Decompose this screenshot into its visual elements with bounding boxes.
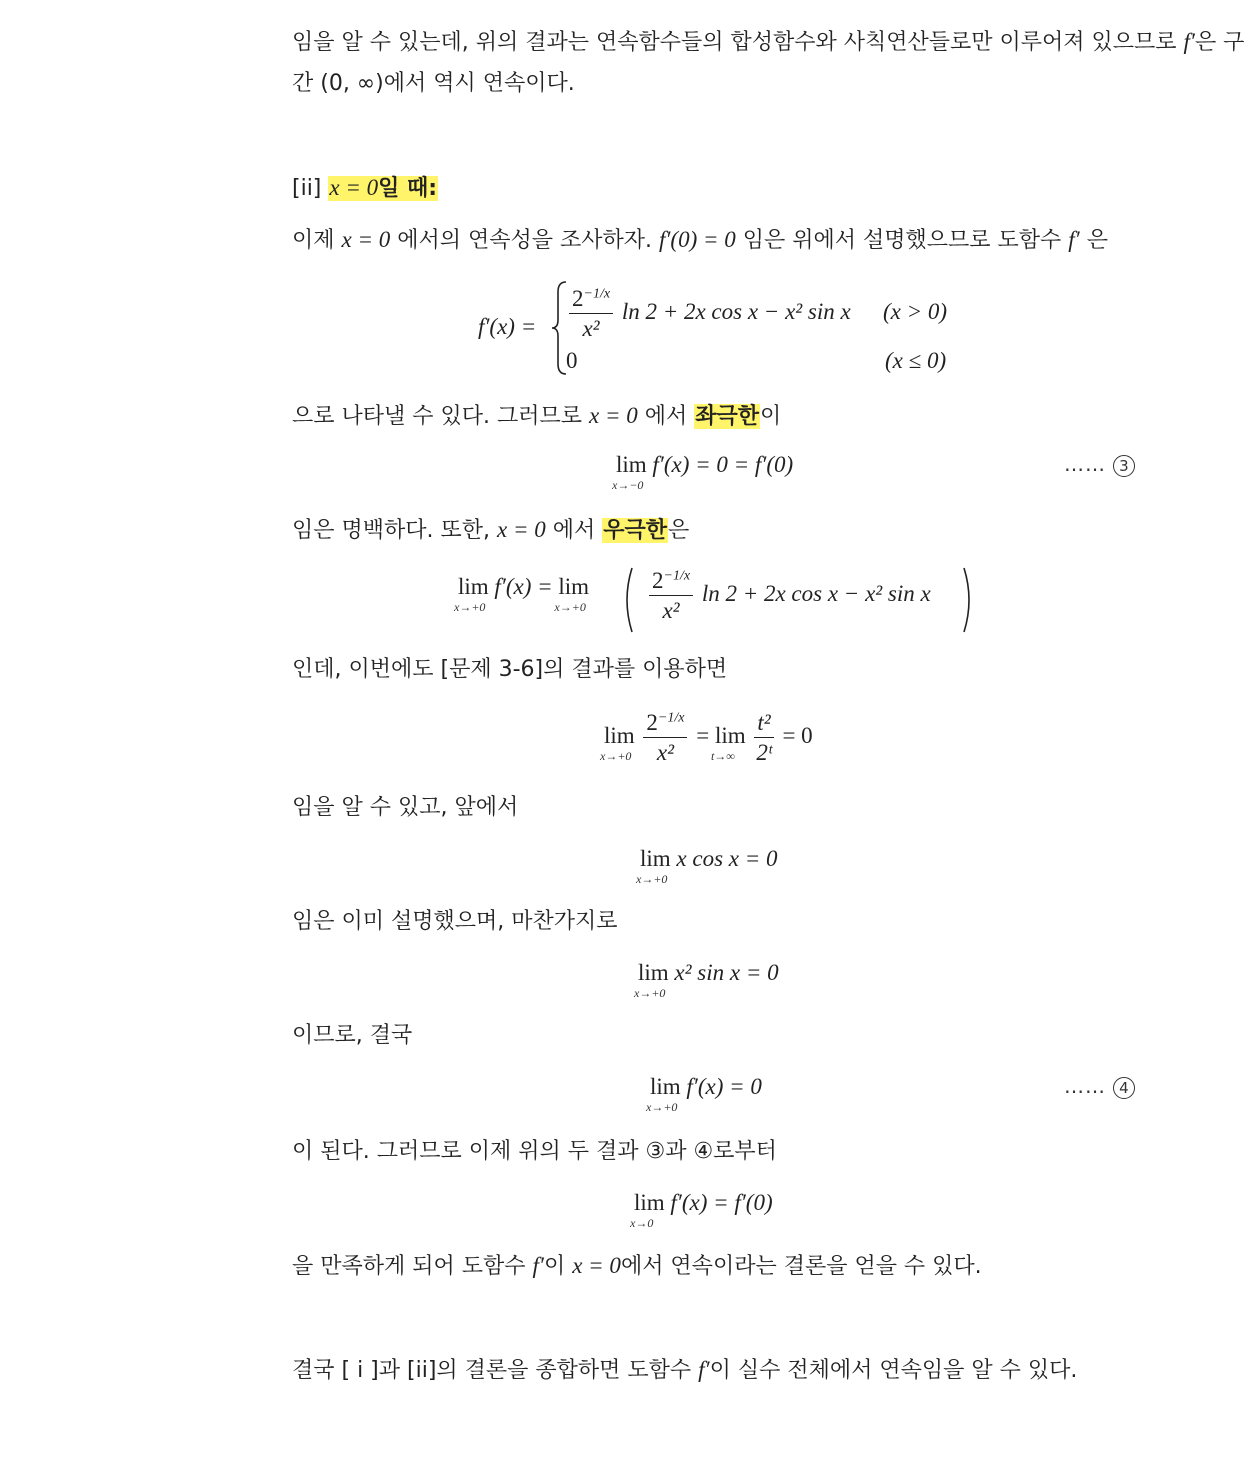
limit-subscript: x→+0 <box>646 1100 678 1114</box>
lim-text: lim <box>714 723 746 749</box>
paragraph-4 <box>292 510 1152 551</box>
text-segment: 임은 이미 설명했으며, 마찬가지로 <box>292 909 618 934</box>
lim-text: lim <box>650 1074 681 1099</box>
tag-number: 4 <box>1113 1077 1135 1099</box>
equation-right-limit <box>454 574 590 614</box>
limit-operator <box>646 1074 681 1114</box>
equation-x2-sin-x <box>634 960 779 1000</box>
limit-subscript: x→+0 <box>636 872 668 886</box>
limit-operator <box>454 574 489 614</box>
text-segment: 임을 알 수 있는데, 위의 결과는 연속함수들의 합성함수와 사칙연산들로만 이루어져 있으므로 <box>292 30 1177 55</box>
fraction-denominator: x² <box>582 316 600 342</box>
text-segment: 으로 나타낼 수 있다. 그러므로 <box>292 404 582 429</box>
math-inline: x = 0 <box>329 175 379 200</box>
piecewise-case-1 <box>566 286 851 342</box>
expression: x² sin x = 0 <box>674 960 779 985</box>
text-segment: 은 <box>668 518 690 543</box>
expression: = 0 <box>782 723 813 749</box>
equation-tag-4 <box>1064 1074 1135 1099</box>
math-inline: f′(0) = 0 <box>659 227 736 252</box>
right-paren <box>962 566 976 634</box>
text-segment: 을 만족하게 되어 도함수 <box>292 1254 526 1279</box>
lim-text: lim <box>616 452 647 477</box>
paragraph-5 <box>292 650 1152 690</box>
base: 2 <box>652 568 664 593</box>
limit-subscript: x→+0 <box>454 600 486 614</box>
limit-operator <box>634 960 669 1000</box>
fraction-numerator <box>569 286 613 314</box>
base: 2 <box>572 286 584 311</box>
exponent: −1/x <box>583 286 611 302</box>
math-inline: x = 0 <box>497 517 546 542</box>
exponent: −1/x <box>657 710 685 726</box>
lim-text: lim <box>458 574 489 599</box>
math-inline: x = 0 <box>589 403 638 428</box>
text-segment: 이므로, 결국 <box>292 1023 413 1048</box>
math-inline: f′ <box>1183 29 1195 54</box>
text-segment: 에서 <box>644 404 688 429</box>
limit-operator <box>612 452 647 492</box>
limit-operator <box>600 723 635 764</box>
expression: f′(x) = 0 <box>686 1074 762 1099</box>
equation-x-cos-x <box>636 846 778 886</box>
limit-subscript: x→0 <box>630 1216 654 1230</box>
limit-operator <box>554 574 590 614</box>
limit-subscript: x→+0 <box>600 749 632 764</box>
text-segment: 이 실수 전체에서 연속임을 알 수 있다. <box>709 1358 1078 1383</box>
paragraph-2 <box>292 220 1152 261</box>
text-segment: 이 <box>760 404 782 429</box>
text-segment: 결국 [ i ]과 [ii]의 결론을 종합하면 도함수 <box>292 1358 692 1383</box>
lim-text: lim <box>558 574 590 599</box>
lim-text: lim <box>638 960 669 985</box>
tag-dots: …… <box>1064 1074 1106 1098</box>
paragraph-8 <box>292 1016 1152 1056</box>
exponent: −1/x <box>663 568 691 584</box>
limit-subscript: t→∞ <box>710 749 735 764</box>
case-title-highlight <box>328 176 438 201</box>
piecewise-lhs: f′(x) = <box>478 314 537 339</box>
text-segment: 에서 연속이라는 결론을 얻을 수 있다. <box>620 1254 982 1279</box>
left-paren <box>620 566 634 634</box>
expression: ln 2 + 2x cos x − x² sin x <box>621 299 851 325</box>
case-heading <box>292 168 1152 209</box>
fraction-denominator: 2ᵗ <box>756 740 772 766</box>
paragraph-1-line-1 <box>292 22 1245 63</box>
paragraph-1-line-2 <box>292 64 1152 104</box>
fraction-numerator: t² <box>754 710 773 738</box>
text-segment: 임을 알 수 있고, 앞에서 <box>292 795 519 820</box>
equation-substitution <box>600 710 813 766</box>
piecewise-condition-2: (x ≤ 0) <box>885 348 947 373</box>
text-segment: 임은 위에서 설명했으므로 도함수 <box>742 228 1062 253</box>
expression: f′(x) = <box>494 574 553 599</box>
lim-text: lim <box>640 846 671 871</box>
text-segment: 이제 <box>292 228 335 253</box>
math-inline: f′ <box>1068 227 1080 252</box>
limit-operator <box>630 1190 665 1230</box>
paragraph-10 <box>292 1246 1152 1287</box>
text-segment: 인데, 이번에도 [문제 3-6]의 결과를 이용하면 <box>292 657 728 682</box>
equation-4 <box>646 1074 762 1114</box>
highlight-left-limit: 좌극한 <box>695 404 760 429</box>
fraction <box>754 710 773 766</box>
fraction <box>569 286 613 342</box>
lim-text: lim <box>604 723 635 749</box>
fraction-denominator: x² <box>662 598 680 624</box>
fraction <box>649 568 693 624</box>
limit-subscript: x→−0 <box>612 478 644 492</box>
text-segment: 임은 명백하다. 또한, <box>292 518 490 543</box>
tag-number: 3 <box>1113 455 1135 477</box>
piecewise-case-2: 0 <box>566 348 578 373</box>
math-inline: x = 0 <box>572 1253 621 1278</box>
math-inline: f′ <box>532 1253 544 1278</box>
tag-dots: …… <box>1064 452 1106 476</box>
limit-operator <box>636 846 671 886</box>
equals-sign: = <box>696 723 710 749</box>
text-segment: 일 때: <box>378 176 438 201</box>
math-inline: f′ <box>698 1357 710 1382</box>
text-segment: 은 구 <box>1194 30 1245 55</box>
base: 2 <box>646 710 658 735</box>
limit-operator <box>710 723 746 764</box>
paragraph-11 <box>292 1350 1152 1391</box>
fraction-denominator: x² <box>656 740 674 766</box>
piecewise-condition-1: (x > 0) <box>883 299 948 324</box>
text-segment: 은 <box>1086 228 1108 253</box>
paragraph-6 <box>292 788 1152 828</box>
text-segment: 에서 <box>552 518 596 543</box>
limit-subscript: x→+0 <box>554 600 586 614</box>
text-segment: 이 <box>543 1254 566 1279</box>
expression: f′(x) = 0 = f′(0) <box>652 452 794 477</box>
fraction-numerator <box>649 568 693 596</box>
fraction-numerator <box>643 710 687 738</box>
paragraph-9 <box>292 1132 1152 1172</box>
expression: f′(x) = f′(0) <box>670 1190 773 1215</box>
lim-text: lim <box>634 1190 665 1215</box>
math-inline: x = 0 <box>341 227 391 252</box>
highlight-right-limit: 우극한 <box>603 518 668 543</box>
equation-continuity <box>630 1190 773 1230</box>
text-segment: 에서의 연속성을 조사하자. <box>397 228 653 253</box>
expression: x cos x = 0 <box>676 846 778 871</box>
limit-subscript: x→+0 <box>634 986 666 1000</box>
case-label: [ii] <box>292 176 322 201</box>
expression: ln 2 + 2x cos x − x² sin x <box>701 581 931 607</box>
text-segment: 이 된다. 그러므로 이제 위의 두 결과 ③과 ④로부터 <box>292 1139 777 1164</box>
equation-3 <box>612 452 794 492</box>
text-segment: 간 (0, ∞)에서 역시 연속이다. <box>292 71 575 96</box>
equation-right-limit-body <box>646 568 931 624</box>
paragraph-7 <box>292 902 1152 942</box>
equation-tag-3 <box>1064 452 1135 477</box>
paragraph-3 <box>292 396 1152 437</box>
fraction <box>643 710 687 766</box>
